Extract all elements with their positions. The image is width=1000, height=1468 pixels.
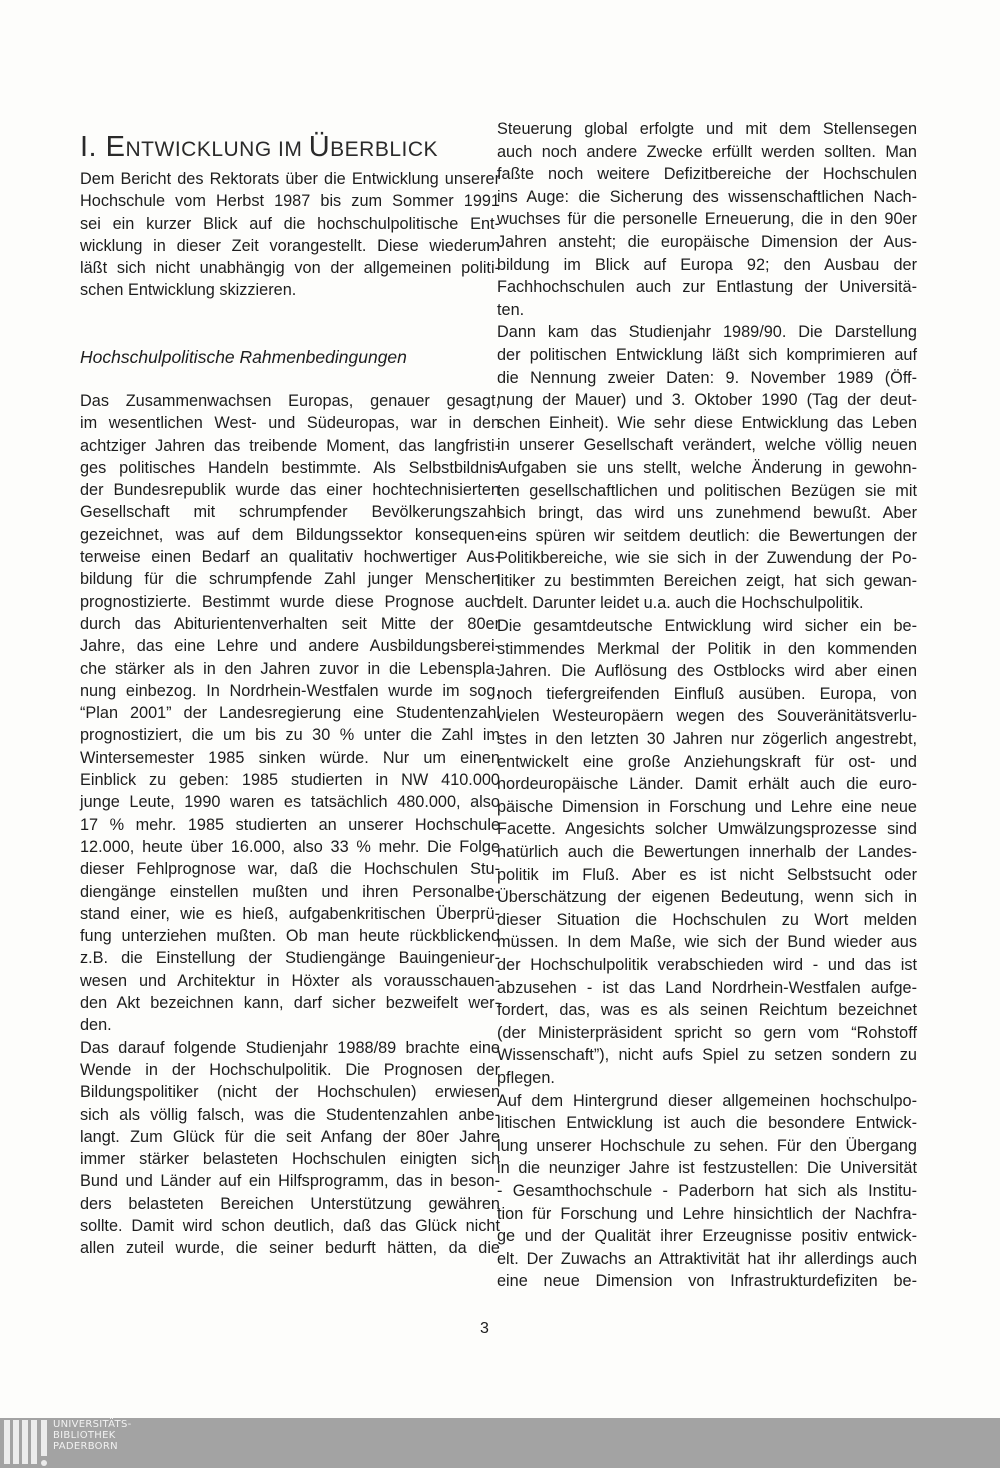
text-line: wuchses für die personelle Erneuerung, die in den 90er xyxy=(497,210,917,229)
text-line: litischen Entwicklung ist auch die besondere Entwick- xyxy=(497,1114,917,1133)
text-line: müssen. In dem Maße, wie sich der Bund wieder aus xyxy=(497,933,917,952)
text-line: ten. xyxy=(497,300,525,319)
text-line: ders belasteten Bereichen Unterstützung gewähren xyxy=(80,1194,500,1213)
text-line: diengänge einstellen mußten und ihren Personalbe- xyxy=(80,882,500,901)
library-name-line: PADERBORN xyxy=(53,1441,118,1452)
text-line: auch noch andere Zwecke erfüllt werden sollten. Man xyxy=(497,142,917,161)
text-line: sich als völlig falsch, was die Studentenzahlen anbe- xyxy=(80,1105,500,1124)
text-line: Das Zusammenwachsen Europas, genauer gesagt, xyxy=(80,392,500,410)
text-line: schen Einheit). Wie sehr diese Entwicklung das Leben xyxy=(497,413,917,432)
page-number: 3 xyxy=(480,1320,489,1337)
text-line: der Hochschulpolitik verabschieden wird - und das ist xyxy=(497,955,917,974)
text-line: Jahre, das eine Lehre und andere Ausbildungsberei- xyxy=(80,637,500,656)
text-line: Bildungspolitiker (nicht der Hochschulen) erwiesen xyxy=(80,1083,500,1102)
title-initial: E xyxy=(105,131,126,164)
text-line: elt. Der Zuwachs an Attraktivität hat ihr allerdings auch xyxy=(497,1249,917,1268)
intro-paragraph xyxy=(80,168,500,302)
library-name-line: UNIVERSITÄTS- xyxy=(53,1419,132,1430)
text-line: 17 % mehr. 1985 studierten an unserer Hochschule xyxy=(80,815,500,834)
text-line: noch tiefergreifenden Einfluß ausüben. Europa, von xyxy=(497,684,917,703)
text-line: den. xyxy=(80,1016,112,1035)
text-line: stes in den letzten 30 Jahren nur zögerlich angestrebt, xyxy=(497,730,917,749)
text-line: nordeuropäische Länder. Damit erhält auch die euro- xyxy=(497,775,917,794)
title-initial: Ü xyxy=(308,131,331,164)
title-text: BERBLICK xyxy=(330,138,439,162)
text-line: terweise einen Bedarf an qualitativ hochwertiger Aus- xyxy=(80,548,500,567)
text-line: - Gesamthochschule - Paderborn hat sich als Institu- xyxy=(497,1181,917,1200)
text-line: nung einbezog. In Nordrhein-Westfalen wurde im sog. xyxy=(80,681,500,700)
text-line: Überschätzung der eigenen Bedeutung, wenn sich in xyxy=(497,888,917,907)
text-line: ten gesellschaftlichen und politischen Bezügen sie mit xyxy=(497,481,917,500)
text-line: wesen und Architektur in Höxter als vorausschauen- xyxy=(80,971,500,990)
chapter-numeral: I. xyxy=(80,131,106,164)
paragraph xyxy=(497,321,917,615)
text-line: z.B. die Einstellung der Studiengänge Bauingenieur- xyxy=(80,949,500,968)
text-line: durch das Abiturientenverhalten seit Mitte der 80er xyxy=(80,614,500,633)
text-line: pflegen. xyxy=(497,1068,555,1087)
text-line: Fachhochschulen auch zur Entlastung der Universitä- xyxy=(497,278,917,297)
text-line: 12.000, heute über 16.000, also 33 % mehr. Die Folge xyxy=(80,837,500,856)
right-column xyxy=(497,118,917,1293)
text-line: vielen Westeuropäern wegen des Souveränitätsverlu- xyxy=(497,707,917,726)
section-subheading: Hochschulpolitische Rahmenbedingungen xyxy=(80,347,407,367)
text-line: Wintersemester 1985 sinken würde. Nur um einen xyxy=(80,748,500,767)
paragraph xyxy=(497,1090,917,1293)
text-line: natürlich auch die Bewertungen innerhalb der Landes- xyxy=(497,843,917,861)
text-line: stimmendes Merkmal der Politik in den kommenden xyxy=(497,639,917,658)
text-line: entwickelt eine große Anziehungskraft für ost- und xyxy=(497,752,917,771)
text-line: Wissenschaft”), nicht aufs Spiel zu setzen sondern zu xyxy=(497,1046,917,1065)
text-line: gezeichnet, was auf dem Bildungssektor konsequen- xyxy=(80,525,500,544)
text-line: schen Entwicklung skizzieren. xyxy=(80,281,297,300)
text-line: läßt sich nicht unabhängig von der allgemeinen politi- xyxy=(80,259,500,278)
text-line: im wesentlichen West- und Südeuropas, war in den xyxy=(80,414,500,433)
text-line: ins Auge: die Sicherung des wissenschaftlichen Nach- xyxy=(497,187,917,206)
text-line: ge und der Qualität ihrer Erzeugnisse positiv entwick- xyxy=(497,1227,917,1246)
text-line: stand einer, wie es hieß, aufgabenkritischen Überprü- xyxy=(80,904,500,923)
text-line: Das darauf folgende Studienjahr 1988/89 brachte eine xyxy=(80,1038,500,1057)
text-line: prognostiziert, die um bis zu 30 % unter die Zahl im xyxy=(80,726,500,745)
library-name-line: BIBLIOTHEK xyxy=(53,1430,116,1441)
text-line: abzusehen - ist das Land Nordrhein-Westfalen aufge- xyxy=(497,978,917,997)
library-name xyxy=(53,1419,132,1452)
text-line: Facette. Angesichts solcher Umwälzungsprozesse sind xyxy=(497,820,917,839)
text-line: Wende in der Hochschulpolitik. Die Prognosen der xyxy=(80,1060,500,1079)
text-line: Aufgaben sie uns stellt, welche Änderung in gewohn- xyxy=(497,458,917,477)
text-line: che stärker als in den Jahren zuvor in die Lebenspla- xyxy=(80,659,500,678)
left-column xyxy=(80,390,500,1260)
text-line: in die neunziger Jahre ist festzustellen: Die Universität xyxy=(497,1159,917,1178)
text-line: eine neue Dimension von Infrastrukturdefiziten be- xyxy=(497,1272,917,1291)
text-line: politik im Fluß. Aber es ist nicht Selbstsucht oder xyxy=(497,865,917,884)
text-line: Politikbereiche, wie sie sich in der Zuwendung der Po- xyxy=(497,549,917,568)
text-line: Einblick zu geben: 1985 studierten in NW 410.000 xyxy=(80,771,500,790)
text-line: allen zuteil wurde, die seiner bedurft hätten, da die xyxy=(80,1239,500,1258)
text-line: bildung im Blick auf Europa 92; den Ausbau der xyxy=(497,255,917,274)
text-line: langt. Zum Glück für die seit Anfang der 80er Jahre xyxy=(80,1127,500,1146)
text-line: ges politisches Handeln bestimmte. Als Selbstbildnis xyxy=(80,458,500,477)
chapter-title xyxy=(80,131,438,164)
paragraph xyxy=(497,118,917,321)
text-line: achtziger Jahren das treibende Moment, das langfristi- xyxy=(80,436,500,455)
library-footer xyxy=(0,1418,1000,1468)
paragraph xyxy=(497,615,917,1089)
text-line: delt. Darunter leidet u.a. auch die Hochschulpolitik. xyxy=(497,594,864,613)
text-line: bildung für die schrumpfende Zahl junger Menschen xyxy=(80,570,500,589)
text-line: Jahren ansteht; die europäische Dimension der Aus- xyxy=(497,232,917,251)
text-line: faßte noch weitere Defizitbereiche der Hochschulen xyxy=(497,165,917,184)
text-line: sich bringt, das wird uns zunehmend bewußt. Aber xyxy=(497,504,917,523)
text-line: litiker zu bestimmten Bereichen zeigt, hat sich gewan- xyxy=(497,571,917,590)
text-line: dieser Fehlprognose war, daß die Hochschulen Stu- xyxy=(80,860,500,879)
paragraph xyxy=(80,1037,500,1260)
text-line: in unserer Gesellschaft verändert, welche völlig neuen xyxy=(497,436,917,455)
text-line: Bund und Länder auf ein Hilfsprogramm, das in beson- xyxy=(80,1172,500,1191)
text-line: Dann kam das Studienjahr 1989/90. Die Darstellung xyxy=(497,323,917,342)
text-line: junge Leute, 1990 waren es tatsächlich 480.000, also xyxy=(80,793,500,812)
text-line: dieser Situation die Hochschulen zu Wort melden xyxy=(497,910,917,929)
text-line: immer stärker belasteten Hochschulen einigten sich xyxy=(80,1150,500,1169)
text-line: Dem Bericht des Rektorats über die Entwicklung unserer xyxy=(80,170,500,188)
text-line: Jahren. Die Auflösung des Ostblocks wird aber einen xyxy=(497,662,917,681)
text-line: der Bundesrepublik wurde das einer hochtechnisierten xyxy=(80,481,500,500)
text-line: fordert, das, was es als seinen Reichtum bezeichnet xyxy=(497,1001,917,1020)
text-line: nung der Mauer) und 3. Oktober 1990 (Tag der deut- xyxy=(497,391,917,410)
text-line: “Plan 2001” der Landesregierung eine Studentenzahl xyxy=(80,704,500,723)
text-line: der politischen Entwicklung läßt sich komprimieren auf xyxy=(497,345,917,364)
text-line: lung unserer Hochschule zu sehen. Für den Übergang xyxy=(497,1136,917,1155)
text-line: eins spüren wir seitdem deutlich: die Bewertungen der xyxy=(497,526,917,545)
text-line: tion für Forschung und Lehre hinsichtlich der Nachfra- xyxy=(497,1204,917,1223)
text-line: prognostizierte. Bestimmt wurde diese Prognose auch xyxy=(80,592,500,611)
text-line: den Akt bezeichnen kann, darf sicher bezweifelt wer- xyxy=(80,994,500,1013)
text-line: Die gesamtdeutsche Entwicklung wird sicher ein be- xyxy=(497,617,917,636)
text-line: (der Ministerpräsident spricht so gern vom “Rohstoff xyxy=(497,1023,917,1042)
title-text: NTWICKLUNG IM xyxy=(125,138,309,162)
text-line: Steuerung global erfolgte und mit dem Stellensegen xyxy=(497,120,917,138)
text-line: Gesellschaft mit schrumpfender Bevölkerungszahl xyxy=(80,503,500,522)
text-line: fung unterziehen mußten. Ob man heute rückblickend xyxy=(80,927,500,946)
text-line: päische Dimension in Forschung und Lehre eine neue xyxy=(497,797,917,816)
text-line: Auf dem Hintergrund dieser allgemeinen hochschulpo- xyxy=(497,1091,917,1110)
paragraph xyxy=(80,168,500,302)
text-line: die Nennung zweier Daten: 9. November 1989 (Öff- xyxy=(497,368,917,387)
text-line: sollte. Damit wird schon deutlich, daß das Glück nicht xyxy=(80,1216,500,1235)
paragraph xyxy=(80,390,500,1037)
text-line: Hochschule vom Herbst 1987 bis zum Sommer 1991 xyxy=(80,192,500,211)
text-line: wicklung in dieser Zeit vorangestellt. Diese wiederum xyxy=(80,236,500,255)
text-line: sei ein kurzer Blick auf die hochschulpolitische Ent- xyxy=(80,214,500,233)
